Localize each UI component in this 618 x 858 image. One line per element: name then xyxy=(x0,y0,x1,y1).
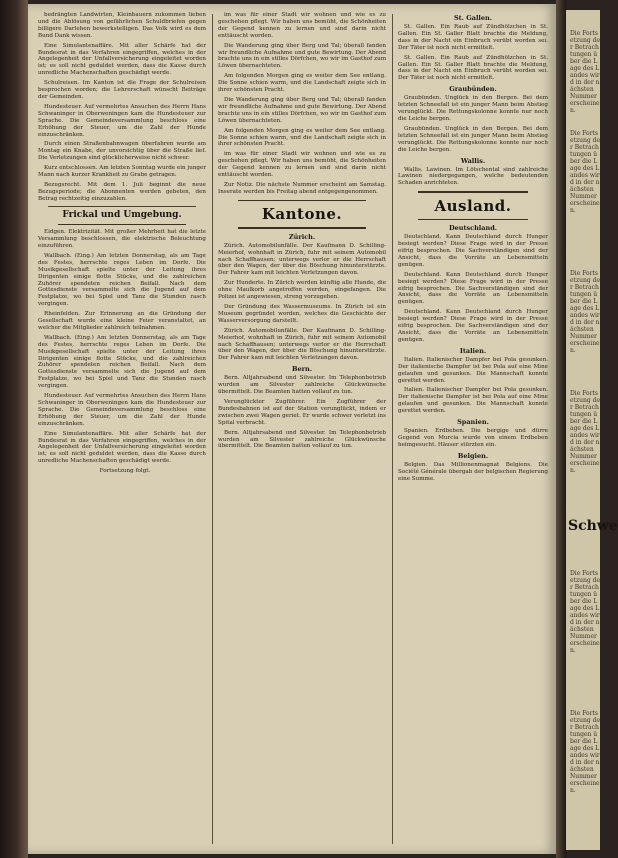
section-heading-frickal: Frickal und Umgebung. xyxy=(62,209,182,220)
article-paragraph: Durch einen Straßenbahnwagen überfahren wurde am Montag ein Knabe, der unvorsichtig über die Straße lief. Die Verletzungen sind glücklicherweise nicht schwer. xyxy=(38,141,206,162)
article-paragraph: Deutschland. Kann Deutschland durch Hunger besiegt werden? Diese Frage wird in der Presse eifrig besprochen. Die Sachverständigen sind der Ansicht, dass die Vorräte an Lebensmitteln genügen. xyxy=(398,234,548,268)
subheading-zuerich: Zürich. xyxy=(288,232,316,241)
column-left xyxy=(38,12,206,846)
article-paragraph: Italien. Italienischer Dampfer bei Pola gesunken. Der italienische Dampfer ist bei Pola auf eine Mine gelaufen und gesunken. Die Mannschaft konnte gerettet werden. xyxy=(398,356,548,384)
adjacent-page-text: Die Fortsetzung der Betrachtungen über die Lage des Landes wird in der nächsten Nummer erscheinen. xyxy=(570,130,600,214)
divider xyxy=(418,219,528,221)
article-paragraph: im was für einer Stadt wir wohnen und wie es zu geschehen pflegt. Wir haben uns bemüht, die Schönheiten der Gegend kennen zu lernen und sind darin nicht enttäuscht worden. xyxy=(218,151,386,179)
article-paragraph: Eine Simulantenaffäre. Mit aller Schärfe hat der Bundesrat in das Verfahren eingegriffen, welches in der Angelegenheit der Unfallversicherung eingeleitet worden ist; es soll nicht geduldet werden, dass die Kasse durch unredliche Machenschaften geschädigt werde. xyxy=(38,42,206,77)
section-heading-kantone: Kantone. xyxy=(261,205,343,224)
adjacent-page-text: Die Fortsetzung der Betrachtungen über die Lage des Landes wird in der nächsten Nummer erscheinen. xyxy=(570,570,600,654)
column-right xyxy=(398,12,548,846)
article-paragraph: Wallbach. (Eing.) Am letzten Donnerstag, als am Tage des Festes, herrschte reges Leben im Dorfe. Die Musikgesellschaft spielte unter der Leitung ihres Dirigenten einige flotte Stücke, und die zahlreichen Zuhörer spendeten reichen Beifall. Nach dem Gottesdienste versammelte sich die Jugend auf dem Festplatze, wo bei Spiel und Tanz die Stunden rasch vergingen. xyxy=(38,334,206,390)
article-paragraph: im was für einer Stadt wir wohnen und wie es zu geschehen pflegt. Wir haben uns bemüht, die Schönheiten der Gegend kennen zu lernen und sind darin nicht enttäuscht worden. xyxy=(218,12,386,39)
article-paragraph: Spanien. Erdbeben. Die bergige und dürre Gegend von Murcia wurde von einem Erdbeben heimgesucht. Häuser stürzten ein. xyxy=(398,428,548,448)
article-paragraph: Wallis. Lawinen. Im Lötschental sind zahlreiche Lawinen niedergegangen, welche bedeutenden Schaden anrichteten. xyxy=(398,166,548,187)
adjacent-page-text: Die Fortsetzung der Betrachtungen über die Lage des Landes wird in der nächsten Nummer erscheinen. xyxy=(570,710,600,794)
article-paragraph: Der Gründung des Wassermuseums. In Zürich ist ein Museum gegründet worden, welches die Geschichte der Wasserversorgung darstellt. xyxy=(218,304,386,324)
section-heading-ausland: Ausland. xyxy=(434,196,512,215)
adjacent-page-text: Die Fortsetzung der Betrachtungen über die Lage des Landes wird in der nächsten Nummer erscheinen. xyxy=(570,390,600,474)
article-paragraph: Eidgen. Elektrizität. Mit großer Mehrheit hat die letzte Versammlung beschlossen, die elektrische Beleuchtung einzuführen. xyxy=(38,229,206,249)
column-rule xyxy=(392,14,393,844)
divider xyxy=(238,200,366,202)
article-paragraph: Zur Notiz. Die nächste Nummer erscheint am Samstag. Inserate werden bis Freitag abend entgegengenommen. xyxy=(218,181,386,195)
article-paragraph: Rheinfelden. Zur Erinnerung an die Gründung der Gesellschaft wurde eine kleine Feier veranstaltet, an welcher die Mitglieder zahlreich teilnahmen. xyxy=(38,311,206,331)
article-paragraph: St. Gallen. Ein Raub auf Zündhölzchen in St. Gallen. Ein St. Galler Blatt brachte die Meldung, dass in der Nacht ein Einbruch verübt worden sei. Der Täter ist noch nicht ermittelt. xyxy=(398,24,548,51)
page-gutter xyxy=(556,0,566,858)
article-paragraph: Bezugsrecht. Mit dem 1. Juli beginnt die neue Bezugsperiode; die Abonnenten werden gebeten, den Betrag rechtzeitig einzuzahlen. xyxy=(38,181,206,202)
article-paragraph: Die Wanderung ging über Berg und Tal; überall fanden wir freundliche Aufnahme und gute Bewirtung. Der Abend brachte uns in ein stilles Dörfchen, wo wir im Gasthof zum Löwen übernachteten. xyxy=(218,96,386,124)
article-paragraph: bedrängten Landwirten, Kleinbauern zukommen lieben und die Ablösung von gefährlichen Schuldbriefen gegen billigere Darlehen bewerkstelligen. Das Volk wird es dem Bund Dank wissen. xyxy=(38,12,206,39)
adjacent-page-text: Die Fortsetzung der Betrachtungen über die Lage des Landes wird in der nächsten Nummer erscheinen. xyxy=(570,30,600,114)
divider xyxy=(238,227,366,229)
article-paragraph: Zur Hunderte. In Zürich werden künftig alle Hunde, die ohne Maulkorb angetroffen werden, eingefangen. Die Polizei ist angewiesen, streng vorzugehen. xyxy=(218,280,386,301)
subheading-spanien: Spanien. xyxy=(457,418,489,427)
column-middle xyxy=(218,12,386,846)
article-paragraph: Graubünden. Unglück in den Bergen. Bei dem letzten Schneefall ist ein junger Mann beim Abstieg verunglückt. Die Rettungskolonne konnte nur noch die Leiche bergen. xyxy=(398,95,548,122)
article-paragraph: Wallbach. (Eing.) Am letzten Donnerstag, als am Tage des Festes, herrschte reges Leben im Dorfe. Die Musikgesellschaft spielte unter der Leitung ihres Dirigenten einige flotte Stücke, und die zahlreichen Zuhörer spendeten reichen Beifall. Nach dem Gottesdienste versammelte sich die Jugend auf dem Festplatze, wo bei Spiel und Tanz die Stunden rasch vergingen. xyxy=(38,252,206,308)
divider xyxy=(418,191,528,193)
article-paragraph: Hundesteuer. Auf vermehrtes Ansuchen des Herrn Hans Schwaninger in Oberweningen kam die Hundesteuer zur Sprache. Die Gemeindeversammlung beschloss eine Erhöhung der Steuer, um die Zahl der Hunde einzuschränken. xyxy=(38,103,206,138)
article-paragraph: Bern. Altjahrsabend und Silvester. Im Telephonbetrieb wurden am Silvester zahlreiche Glückwünsche übermittelt. Die Beamten hatten vollauf zu tun. xyxy=(218,375,386,396)
article-paragraph: Belgien. Das Millionenmagnat Belgiens. Die Société Générale übergab der belgischen Regierung eine Summe. xyxy=(398,461,548,482)
divider xyxy=(48,206,196,207)
article-paragraph: Deutschland. Kann Deutschland durch Hunger besiegt werden? Diese Frage wird in der Presse eifrig besprochen. Die Sachverständigen sind der Ansicht, dass die Vorräte an Lebensmitteln genügen. xyxy=(398,309,548,343)
divider xyxy=(58,224,186,226)
article-paragraph: Bern. Altjahrsabend und Silvester. Im Telephonbetrieb wurden am Silvester zahlreiche Glückwünsche übermittelt. Die Beamten hatten vollauf zu tun. xyxy=(218,429,386,450)
subheading-belgien: Belgien. xyxy=(457,451,489,460)
subheading-deutschland: Deutschland. xyxy=(448,224,498,233)
adjacent-page-edge xyxy=(566,10,618,850)
subheading-bern: Bern. xyxy=(291,365,313,374)
article-paragraph: Am folgenden Morgen ging es weiter dem See entlang. Die Sonne schien warm, und die Landschaft zeigte sich in ihrer schönsten Pracht. xyxy=(218,127,386,148)
article-paragraph: Deutschland. Kann Deutschland durch Hunger besiegt werden? Diese Frage wird in der Presse eifrig besprochen. Die Sachverständigen sind der Ansicht, dass die Vorräte an Lebensmitteln genügen. xyxy=(398,271,548,306)
article-paragraph: Kurz entschlossen. Am letzten Sonntag wurde ein junger Mann nach kurzer Krankheit zu Grabe getragen. xyxy=(38,165,206,179)
article-paragraph: Graubünden. Unglück in den Bergen. Bei dem letzten Schneefall ist ein junger Mann beim Abstieg verunglückt. Die Rettungskolonne konnte nur noch die Leiche bergen. xyxy=(398,125,548,153)
subheading-wallis: Wallis. xyxy=(460,156,486,165)
article-paragraph: St. Gallen. Ein Raub auf Zündhölzchen in St. Gallen. Ein St. Galler Blatt brachte die Meldung, dass in der Nacht ein Einbruch verübt worden sei. Der Täter ist noch nicht ermittelt. xyxy=(398,54,548,82)
article-paragraph: Italien. Italienischer Dampfer bei Pola gesunken. Der italienische Dampfer ist bei Pola auf eine Mine gelaufen und gesunken. Die Mannschaft konnte gerettet werden. xyxy=(398,387,548,415)
subheading-st-gallen: St. Gallen. xyxy=(453,14,493,22)
subheading-graubuenden: Graubünden. xyxy=(449,85,497,94)
article-paragraph: Die Wanderung ging über Berg und Tal; überall fanden wir freundliche Aufnahme und gute Bewirtung. Der Abend brachte uns in ein stilles Dörfchen, wo wir im Gasthof zum Löwen übernachteten. xyxy=(218,42,386,70)
continuation-note: Fortsetzung folgt. xyxy=(99,468,151,475)
article-paragraph: Eine Simulantenaffäre. Mit aller Schärfe hat der Bundesrat in das Verfahren eingegriffen, welches in der Angelegenheit der Unfallversicherung eingeleitet worden ist; es soll nicht geduldet werden, dass die Kasse durch unredliche Machenschaften geschädigt werde. xyxy=(38,430,206,465)
adjacent-page-heading: Schwe xyxy=(568,518,618,534)
article-paragraph: Zürich. Automobilunfälle. Der Kaufmann D. Schilling-Meierhof, wohnhaft in Zürich, fuhr mit seinem Automobil nach Schaffhausen; unterwegs verlor er die Herrschaft über den Wagen, der über die Böschung hinunterstürzte. Der Fahrer kam mit leichten Verletzungen davon. xyxy=(218,242,386,277)
article-paragraph: Zürich. Automobilunfälle. Der Kaufmann D. Schilling-Meierhof, wohnhaft in Zürich, fuhr mit seinem Automobil nach Schaffhausen; unterwegs verlor er die Herrschaft über den Wagen, der über die Böschung hinunterstürzte. Der Fahrer kam mit leichten Verletzungen davon. xyxy=(218,327,386,362)
article-paragraph: Am folgenden Morgen ging es weiter dem See entlang. Die Sonne schien warm, und die Landschaft zeigte sich in ihrer schönsten Pracht. xyxy=(218,73,386,94)
article-paragraph: Schulreisen. Im Kanton ist die Frage der Schulreisen besprochen worden; die Lehrerschaft wünscht Beiträge der Gemeinden. xyxy=(38,80,206,100)
article-paragraph: Hundesteuer. Auf vermehrtes Ansuchen des Herrn Hans Schwaninger in Oberweningen kam die Hundesteuer zur Sprache. Die Gemeindeversammlung beschloss eine Erhöhung der Steuer, um die Zahl der Hunde einzuschränken. xyxy=(38,393,206,427)
article-paragraph: Verunglückter Zugführer. Ein Zugführer der Bundesbahnen ist auf der Station verunglückt, indem er zwischen zwei Wagen geriet. Er wurde schwer verletzt ins Spital verbracht. xyxy=(218,398,386,426)
adjacent-page-text: Die Fortsetzung der Betrachtungen über die Lage des Landes wird in der nächsten Nummer erscheinen. xyxy=(570,270,600,354)
subheading-italien: Italien. xyxy=(459,346,487,355)
column-rule xyxy=(212,14,213,844)
newspaper-page xyxy=(28,4,556,854)
book-binding xyxy=(0,0,28,858)
